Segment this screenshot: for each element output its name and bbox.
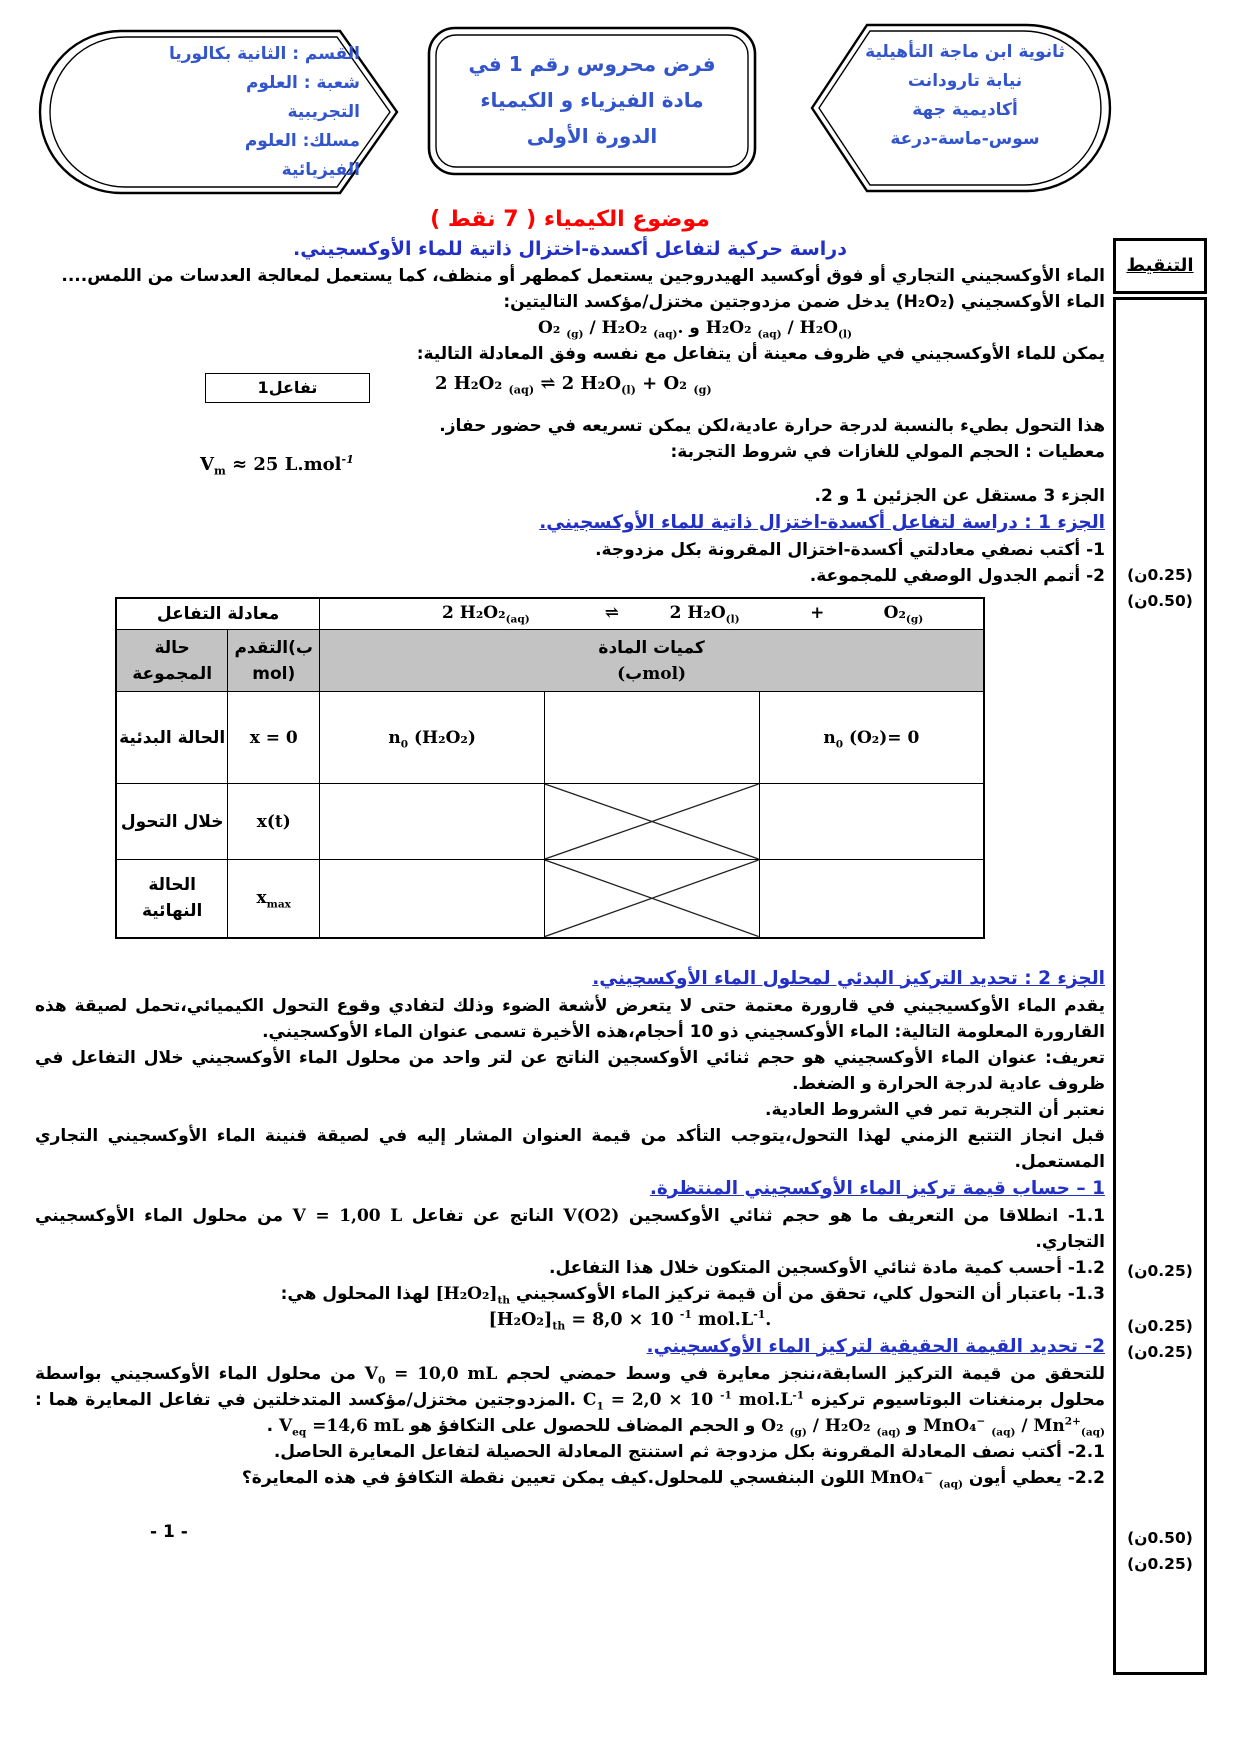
titration-paragraph: للتحقق من قيمة التركيز السابقة،ننجز معايرة في وسط حمضي لحجم $V_0 = 10,0$ mL من محلول الماء الأوكسجيني بواسطة محلول برمنغنات البوتاسيوم تركيزه $C_1 = 2,0 \times 10$ $^{-1}$ $mol.L^{-1}$ .المزدوجتين مختزل/مؤكسد المتدخلتين في تفاعل المعايرة هما : MnO₄− $_{(aq)} / Mn^{2+}_{(aq)}$ و O₂ $_{(g)}$ / H₂O₂ $_{(aq)}$ و الحجم المضاف للحصول على التكافؤ هو $V_{eq} =14,6$ mL . <box>35 1363 1106 1438</box>
redox-couples: O₂ $_{(g)}$ / H₂O₂ $_{(aq)}$. و H₂O₂ $_{(aq)} / H_2O_{(l)}$ <box>538 318 852 341</box>
couples-intro-line: الماء الأوكسجيني (H₂O₂) يدخل ضمن مزدوجتين مختزل/مؤكسد التاليتين: <box>503 292 1105 312</box>
exam-title-line: الدورة الأولى <box>526 124 658 148</box>
part2-paragraph-3: قبل انجاز التتبع الزمني لهذا التحول،يتوجب التأكد من قيمة العنوان المشار إليه في لصيقة قنينة الماء الأوكسجيني التجاري المستعمل. <box>35 1125 1105 1172</box>
class-line: التجريبية <box>287 102 360 122</box>
table-row <box>116 598 984 630</box>
score-q1: (0.25ن) <box>1127 566 1193 584</box>
exam-title-line: مادة الفيزياء و الكيمياء <box>480 88 704 112</box>
intro-paragraph: الماء الأوكسجيني التجاري أو فوق أوكسيد الهيدروجين يستعمل كمطهر أو منظف، كما يستعمل لمعالجة العدسات من اللمس.... <box>61 266 1105 286</box>
expected-concentration-title: 1 – حساب قيمة تركيز الماء الأوكسجيني المنتظرة. <box>649 1177 1105 1199</box>
amount-h2o2-initial: $n_0$ (H₂O₂) <box>320 692 545 784</box>
part1-title: الجزء 1 : دراسة لتفاعل أكسدة-اختزال ذاتية للماء الأوكسجيني. <box>539 512 1105 533</box>
state-final: الحالة النهائية <box>116 860 228 938</box>
real-concentration-title: 2- تحديد القيمة الحقيقية لتركيز الماء الأوكسجيني. <box>646 1335 1105 1357</box>
molar-volume-value: $V_m \approx 25$ L.mol$^{-1}$ <box>200 453 354 478</box>
amount-h2o-initial-blank <box>545 692 760 784</box>
equation-label-cell: معادلة التفاعل <box>116 598 320 630</box>
score-q2-1: (0.50ن) <box>1127 1529 1193 1547</box>
slow-reaction-note: هذا التحول بطيء بالنسبة لدرجة حرارة عادية،لكن يمكن تسريعه في حضور حفاز. <box>439 416 1105 436</box>
question-1-1: 1.1- انطلاقا من التعريف ما هو حجم ثنائي الأوكسجين V(O2) الناتج عن تفاعل V = 1,00 L من محلول الماء الأوكسجيني التجاري. <box>35 1205 1106 1252</box>
question-1-2: 1.2- أحسب كمية مادة ثنائي الأوكسجين المتكون خلال هذا التفاعل. <box>549 1257 1105 1278</box>
grading-sidebar <box>1113 238 1207 1675</box>
exam-title-line: فرض محروس رقم 1 في <box>468 52 716 76</box>
plus-sign: + <box>810 603 825 623</box>
school-info-text <box>844 38 1086 154</box>
question-2-2: 2.2- يعطي أيون MnO₄− $_{(aq)}$ اللون البنفسجي للمحلول.كيف يمكن تعيين نقطة التكافؤ في هذه المعايرة؟ <box>241 1466 1105 1490</box>
crossed-cell <box>545 784 760 860</box>
standard-conditions-note: نعتبر أن التجربة تمر في الشروط العادية. <box>764 1099 1105 1120</box>
data-row <box>35 439 1105 483</box>
amount-o2-during-blank <box>759 784 984 860</box>
definition-text: عنوان الماء الأوكسجيني هو حجم ثنائي الأوكسجين الناتج عن لتر واحد من محلول الماء الأوكسجيني خلال التفاعل في ظروف عادية لدرجة الحرارة و الضغط. <box>35 1047 1105 1094</box>
amount-h2o2-during-blank <box>320 784 545 860</box>
question-2: 2- أتمم الجدول الوصفي للمجموعة. <box>809 566 1105 586</box>
score-q2-2: (0.25ن) <box>1127 1555 1193 1573</box>
class-info-banner <box>35 28 400 196</box>
mno4-ion-formula: MnO₄− $_{(aq)}$ <box>870 1466 963 1490</box>
state-header-cell: حالة المجموعة <box>116 630 228 692</box>
header <box>35 22 1110 202</box>
mno4-mn-couple: MnO₄− $_{(aq)} / Mn^{2+}_{(aq)}$ <box>923 1414 1105 1438</box>
exam-body <box>35 205 1105 1545</box>
progress-during: x(t) <box>228 784 320 860</box>
grading-scores-box <box>1113 297 1207 1675</box>
cross-mark-icon <box>545 784 759 859</box>
subject-title: موضوع الكيمياء ( 7 نقط ) <box>430 207 710 232</box>
exam-title-text <box>427 46 757 154</box>
disproportionation-equation: 2 H₂O₂ $_{(aq)}$ ⇌ 2 $H_2O_{(l)} + O_2$ $_{(g)}$ <box>435 373 712 397</box>
cross-mark-icon <box>545 860 759 937</box>
amount-o2-final-blank <box>759 860 984 938</box>
definition-paragraph <box>35 1045 1105 1097</box>
species-h2o2: 2 $H_2O_2_{(aq)}$ <box>442 603 530 626</box>
school-line: سوس-ماسة-درعة <box>890 129 1040 149</box>
progress-initial: x = 0 <box>228 692 320 784</box>
crossed-cell <box>545 860 760 938</box>
exam-title-box <box>427 26 757 176</box>
table-row-during <box>116 784 984 860</box>
v0-value: $V_0 = 10,0$ mL <box>364 1363 498 1386</box>
class-line: الفيزيائية <box>281 160 360 180</box>
table-row-final <box>116 860 984 938</box>
advancement-table <box>115 597 985 939</box>
score-q1-1: (0.25ن) <box>1127 1262 1193 1280</box>
reaction-equation-row <box>35 367 1105 413</box>
o2-h2o2-couple: O₂ $_{(g)}$ / H₂O₂ $_{(aq)}$ <box>761 1415 901 1438</box>
school-line: ثانوية ابن ماجة التأهيلية <box>865 42 1065 62</box>
progress-final: $x_{max}$ <box>228 860 320 938</box>
amount-h2o2-final-blank <box>320 860 545 938</box>
subject-subtitle: دراسة حركية لتفاعل أكسدة-اختزال ذاتية للماء الأوكسجيني. <box>293 238 847 260</box>
part2-title: الجزء 2 : تحديد التركيز البدئي لمحلول الماء الأوكسجيني. <box>592 967 1105 989</box>
species-o2: $O_2_{(g)}$ <box>883 603 924 626</box>
equation-species-row <box>320 599 983 629</box>
v-o2-formula: V(O2) <box>563 1205 620 1226</box>
volume-value: V = 1,00 L <box>292 1205 403 1226</box>
table-header-row <box>116 630 984 692</box>
class-line: شعبة : العلوم <box>245 73 360 93</box>
class-info-text <box>92 40 360 185</box>
amounts-header-line2: (بmol) <box>617 663 687 684</box>
state-initial: الحالة البدئية <box>116 692 228 784</box>
theoretical-concentration-equation: $[H_2O_2]_{th} = 8,0 \times 10$ $^{-1}$ $mol.L^{-1}$. <box>488 1307 772 1332</box>
equation-cell <box>320 598 984 630</box>
amounts-header-line1: كميات المادة <box>598 637 705 658</box>
question-1: 1- أكتب نصفي معادلتي أكسدة-اختزال المقرونة بكل مزدوجة. <box>595 540 1105 560</box>
equilibrium-arrow: ⇌ <box>604 603 619 623</box>
school-info-banner <box>772 22 1112 194</box>
progress-header-cell: التقدم(ب mol) <box>228 630 320 692</box>
score-q1-3: (0.25ن) <box>1127 1343 1193 1361</box>
class-line: مسلك: العلوم <box>244 131 360 151</box>
part2-paragraph-1: يقدم الماء الأوكسيجيني في قارورة معتمة حتى لا يتعرض لأشعة الضوء وذلك لتفادي وقوع التحول الكيميائي،تحمل لصيقة هذه القارورة المعلومة التالية: الماء الأوكسجيني ذو 10 أحجام،هذه الأخيرة تسمى عنوان الماء الأوكسجيني. <box>35 995 1105 1042</box>
school-line: نيابة تارودانت <box>907 71 1023 91</box>
part3-independence-note: الجزء 3 مستقل عن الجزئين 1 و 2. <box>814 486 1105 506</box>
grading-title: التنقيط <box>1113 238 1207 294</box>
question-2-1: 2.1- أكتب نصف المعادلة المقرونة بكل مزدوجة ثم استنتج المعادلة الحصيلة لتفاعل المعايرة الحاصل. <box>273 1441 1105 1462</box>
reaction-label-box <box>205 373 370 403</box>
score-q2: (0.50ن) <box>1127 592 1193 610</box>
amount-o2-initial: $n_0$ (O₂)= 0 <box>759 692 984 784</box>
reaction-label: تفاعل1 <box>257 378 318 397</box>
c1-value: $C_1 = 2,0 \times 10$ $^{-1}$ $mol.L^{-1}$ <box>582 1388 805 1412</box>
question-1-3: 1.3- باعتبار أن التحول كلي، تحقق من أن قيمة تركيز الماء الأوكسجيني $[H_2O_2]_{th}$ لهذا المحلول هي: <box>280 1283 1105 1306</box>
score-q1-2: (0.25ن) <box>1127 1317 1193 1335</box>
page-number: - 1 - <box>150 1521 188 1542</box>
table-row-initial <box>116 692 984 784</box>
veq-value: $V_{eq} =14,6$ mL <box>278 1415 404 1438</box>
h2o2-th-formula: $[H_2O_2]_{th}$ <box>435 1283 510 1306</box>
data-label: معطيات : الحجم المولي للغازات في شروط التجربة: <box>670 442 1105 462</box>
school-line: أكاديمية جهة <box>912 100 1018 120</box>
definition-label: تعريف: <box>1045 1047 1105 1068</box>
amounts-header-cell <box>320 630 984 692</box>
species-h2o: 2 $H_2O_{(l)}$ <box>669 603 740 626</box>
self-reaction-line: يمكن للماء الأوكسجيني في ظروف معينة أن يتفاعل مع نفسه وفق المعادلة التالية: <box>416 344 1105 364</box>
class-line: القسم : الثانية بكالوريا <box>168 44 360 64</box>
state-during: خلال التحول <box>116 784 228 860</box>
